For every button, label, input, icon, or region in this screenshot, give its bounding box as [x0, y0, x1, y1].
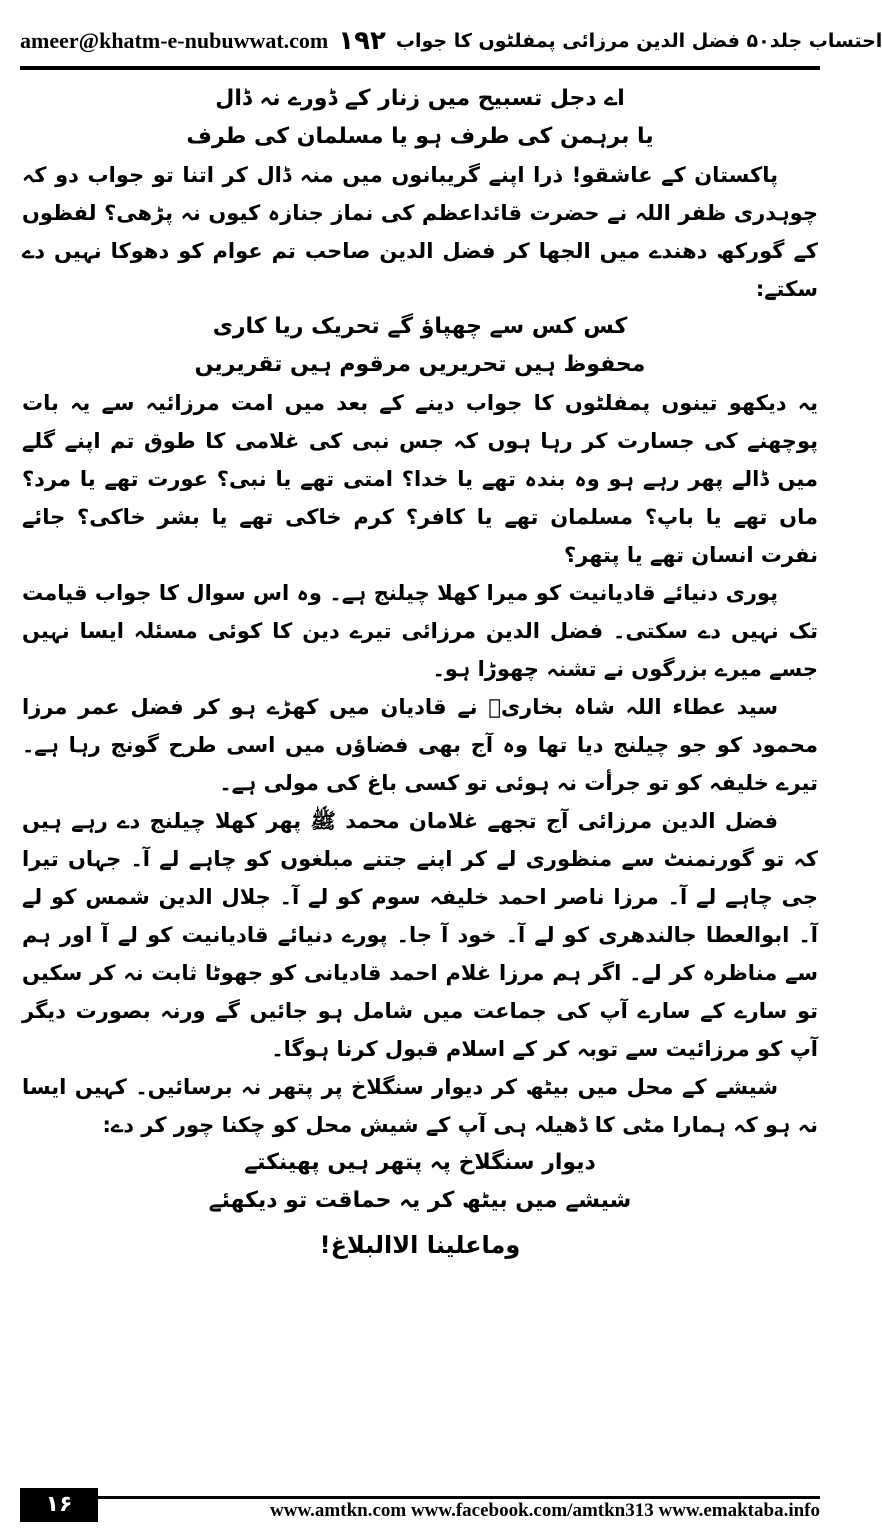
verse-line: کس کس سے چھپاؤ گے تحریک ریا کاری — [212, 314, 628, 339]
footer-page-number: ۱۶ — [20, 1488, 98, 1522]
footer-links: www.amtkn.com www.facebook.com/amtkn313 www.emaktaba.info — [270, 1500, 820, 1521]
header-email: ameer@khatm-e-nubuwwat.com — [20, 28, 329, 53]
closing-line: وماعلینا الاالبلاغ! — [319, 1231, 521, 1259]
header-rule — [20, 66, 820, 70]
verse-line: اے دجل تسبیح میں زنار کے ڈورے نہ ڈال — [215, 86, 625, 111]
page-footer — [20, 1488, 820, 1522]
header-title: احتساب جلد۵۰ فضل الدین مرزائی پمفلٹوں کا جواب — [395, 30, 882, 52]
page-header — [20, 18, 882, 64]
page-content — [22, 80, 818, 1264]
paragraph: شیشے کے محل میں بیٹھ کر دیوار سنگلاخ پر پتھر نہ برسائیں۔ کہیں ایسا نہ ہو کہ ہمارا مٹی کا ڈھیلہ ہی آپ کے شیش محل کو چکنا چور کر دے: — [22, 1075, 818, 1137]
verse-line: شیشے میں بیٹھ کر یہ حماقت تو دیکھئے — [208, 1188, 632, 1213]
verse-line: یا برہمن کی طرف ہو یا مسلمان کی طرف — [186, 124, 654, 149]
verse-line: دیوار سنگلاخ پہ پتھر ہیں پھینکتے — [244, 1150, 596, 1175]
footer-rule — [98, 1496, 820, 1499]
paragraph: پوری دنیائے قادیانیت کو میرا کھلا چیلنج ہے۔ وہ اس سوال کا جواب قیامت تک نہیں دے سکتی۔ فضل الدین مرزائی تیرے دین کا کوئی مسئلہ ایسا نہیں جسے میرے بزرگوں نے تشنہ چھوڑا ہو۔ — [22, 581, 818, 681]
page-number: ۱۹۲ — [338, 26, 386, 56]
paragraph: سید عطاء اللہ شاہ بخاریؒ نے قادیان میں کھڑے ہو کر فضل عمر مرزا محمود کو جو چیلنج دیا تھا وہ آج بھی فضاؤں میں اسی طرح گونج رہا ہے۔ تیرے خلیفہ کو تو جرأت نہ ہوئی تو کسی باغ کی مولی ہے۔ — [22, 695, 818, 795]
paragraph: یہ دیکھو تینوں پمفلٹوں کا جواب دینے کے بعد میں امت مرزائیہ سے یہ بات پوچھنے کی جسارت کر رہا ہوں کہ جس نبی کی غلامی کا طوق تم اپنے گلے میں ڈالے پھر رہے ہو وہ بندہ تھے یا خدا؟ امتی تھے یا نبی؟ عورت تھے یا مرد؟ ماں تھے یا باپ؟ مسلمان تھے یا کافر؟ کرم خاکی تھے یا بشر خاکی؟ جائے نفرت انسان تھے یا پتھر؟ — [22, 391, 818, 567]
paragraph: پاکستان کے عاشقو! ذرا اپنے گریبانوں میں منہ ڈال کر اتنا تو جواب دو کہ چوہدری ظفر اللہ نے حضرت قائداعظم کی نماز جنازہ کیوں نہ پڑھی؟ لفظوں کے گورکھ دھندے میں الجھا کر فضل الدین صاحب تم عوام کو دھوکا نہیں دے سکتے: — [22, 163, 818, 301]
paragraph: فضل الدین مرزائی آج تجھے غلامان محمد ﷺ پھر کھلا چیلنج دے رہے ہیں کہ تو گورنمنٹ سے منظوری لے کر اپنے جتنے مبلغوں کو چاہے لے آ۔ جہاں تیرا جی چاہے لے آ۔ مرزا ناصر احمد خلیفہ سوم کو لے آ۔ جلال الدین شمس کو لے آ۔ ابوالعطا جالندھری کو لے آ۔ خود آ جا۔ پورے دنیائے قادیانیت کو لے آ اور ہم سے مناظرہ کر لے۔ اگر ہم مرزا غلام احمد قادیانی کو جھوٹا ثابت نہ کر سکیں تو سارے کے سارے آپ کی جماعت میں شامل ہو جائیں گے ورنہ بصورت دیگر آپ کو مرزائیت سے توبہ کر کے اسلام قبول کرنا ہوگا۔ — [22, 809, 818, 1061]
verse-line: محفوظ ہیں تحریریں مرقوم ہیں تقریریں — [194, 352, 646, 377]
